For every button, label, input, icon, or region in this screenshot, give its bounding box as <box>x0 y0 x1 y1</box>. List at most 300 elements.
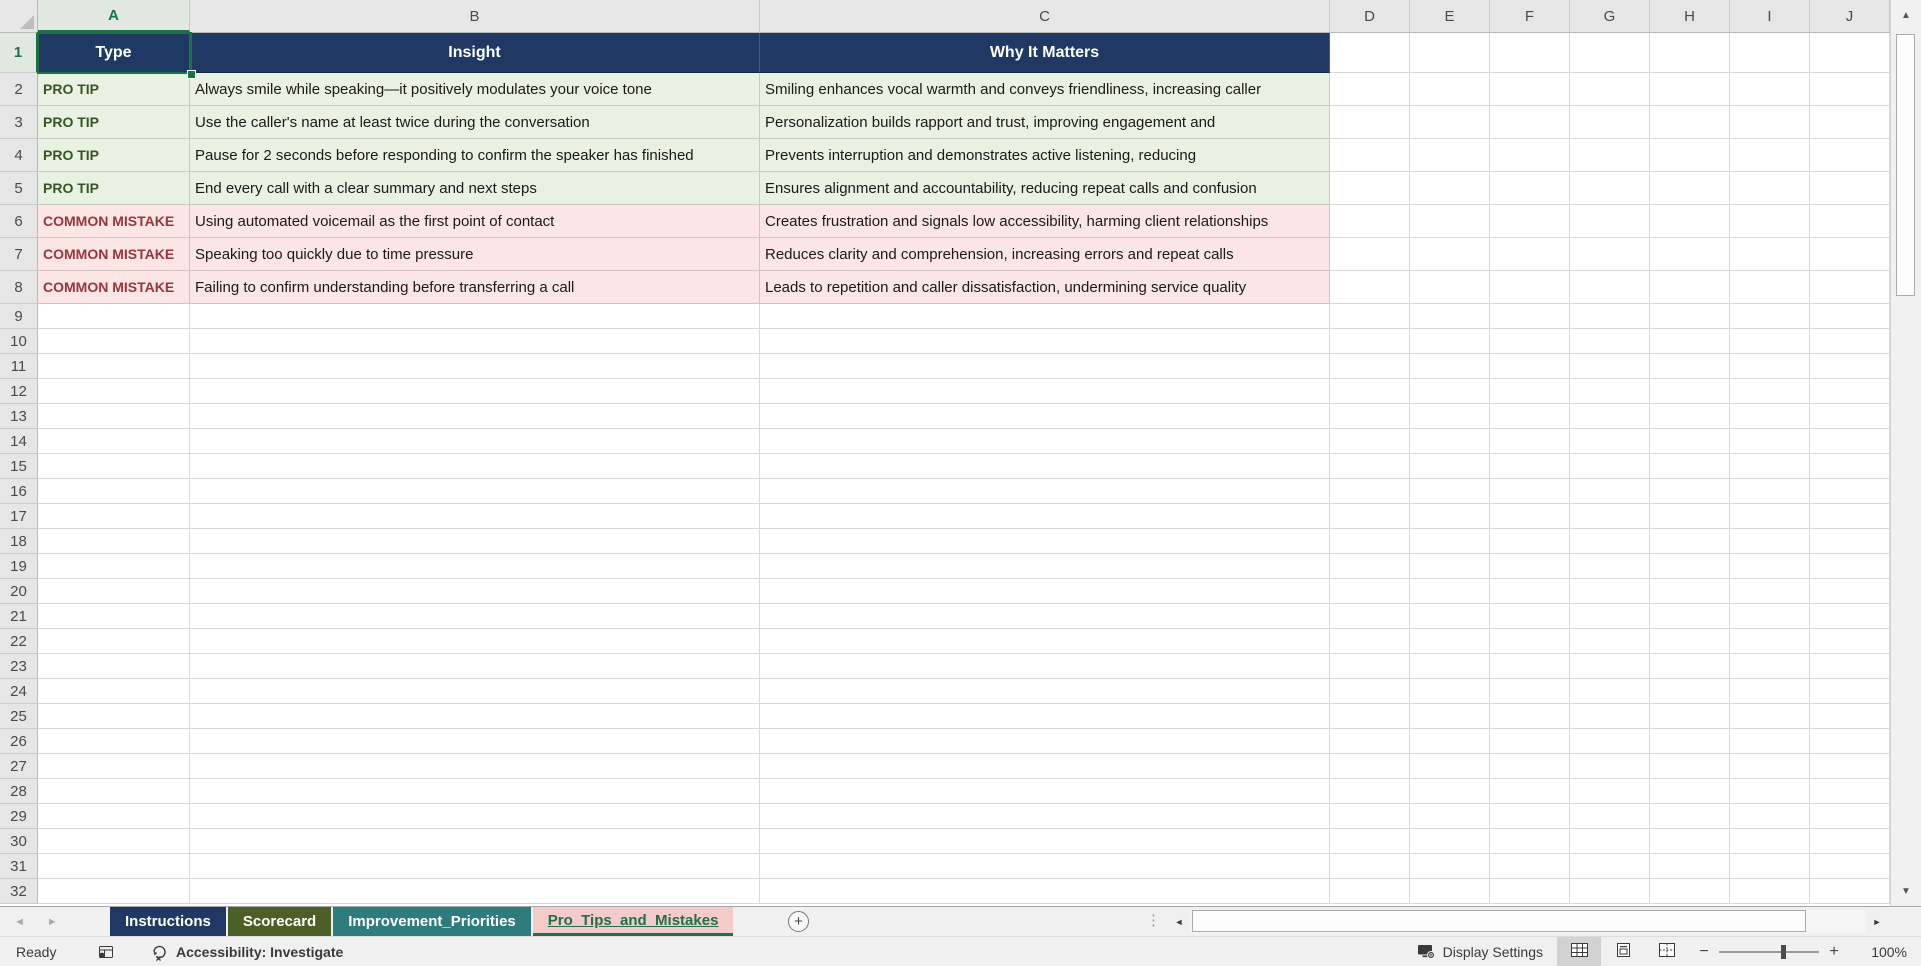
cell-empty[interactable] <box>38 879 190 904</box>
cell-empty[interactable] <box>1490 504 1570 529</box>
cell-empty[interactable] <box>38 579 190 604</box>
cell-empty[interactable] <box>1730 829 1810 854</box>
cell-empty[interactable] <box>760 629 1330 654</box>
cell-empty[interactable] <box>1410 404 1490 429</box>
vertical-scrollbar-thumb[interactable] <box>1896 34 1915 296</box>
cell-empty[interactable] <box>1730 804 1810 829</box>
cell-empty[interactable] <box>190 729 760 754</box>
cell-empty[interactable] <box>1730 205 1810 238</box>
cell-empty[interactable] <box>1810 205 1890 238</box>
cell-empty[interactable] <box>1810 629 1890 654</box>
tab-pro-tips-and-mistakes[interactable]: Pro_Tips_and_Mistakes <box>533 907 734 936</box>
new-sheet-button[interactable]: + <box>788 911 809 932</box>
cell-empty[interactable] <box>1650 654 1730 679</box>
cell-empty[interactable] <box>1810 829 1890 854</box>
cell-empty[interactable] <box>1650 504 1730 529</box>
cell-empty[interactable] <box>1410 829 1490 854</box>
cell-empty[interactable] <box>1410 379 1490 404</box>
cell-empty[interactable] <box>1730 754 1810 779</box>
cell-empty[interactable] <box>1650 804 1730 829</box>
cell-empty[interactable] <box>1330 429 1410 454</box>
row-header[interactable]: 14 <box>0 429 38 454</box>
cell-empty[interactable] <box>1810 454 1890 479</box>
horizontal-scrollbar-thumb[interactable] <box>1192 910 1806 932</box>
cell-empty[interactable] <box>1410 604 1490 629</box>
cell-why[interactable]: Leads to repetition and caller dissatisfaction, undermining service quality <box>760 271 1330 304</box>
cell-empty[interactable] <box>1570 172 1650 205</box>
cell-empty[interactable] <box>1810 73 1890 106</box>
cell-B1-insight-header[interactable]: Insight <box>190 33 760 73</box>
row-header[interactable]: 23 <box>0 654 38 679</box>
cell-C1-why-header[interactable]: Why It Matters <box>760 33 1330 73</box>
cell-empty[interactable] <box>1570 704 1650 729</box>
cell-empty[interactable] <box>1650 106 1730 139</box>
row-header[interactable]: 10 <box>0 329 38 354</box>
cell-empty[interactable] <box>1810 579 1890 604</box>
cell-empty[interactable] <box>38 604 190 629</box>
cell-insight[interactable]: Using automated voicemail as the first point of contact <box>190 205 760 238</box>
row-header[interactable]: 2 <box>0 73 38 106</box>
cell-empty[interactable] <box>1410 73 1490 106</box>
cell-empty[interactable] <box>1650 205 1730 238</box>
cell-empty[interactable] <box>1810 754 1890 779</box>
cell-empty[interactable] <box>1330 172 1410 205</box>
cell-empty[interactable] <box>1330 879 1410 904</box>
cell-empty[interactable] <box>1330 629 1410 654</box>
row-header[interactable]: 32 <box>0 879 38 904</box>
cell-empty[interactable] <box>38 629 190 654</box>
cell-empty[interactable] <box>1490 729 1570 754</box>
cell-empty[interactable] <box>1410 106 1490 139</box>
cell-empty[interactable] <box>1490 404 1570 429</box>
cell-empty[interactable] <box>1570 854 1650 879</box>
cell-empty[interactable] <box>1730 479 1810 504</box>
cell-empty[interactable] <box>1650 429 1730 454</box>
row-header[interactable]: 22 <box>0 629 38 654</box>
cell-empty[interactable] <box>760 604 1330 629</box>
cell-empty[interactable] <box>1570 629 1650 654</box>
horizontal-scrollbar[interactable] <box>1168 910 1888 933</box>
row-header[interactable]: 30 <box>0 829 38 854</box>
accessibility-checker-icon[interactable] <box>150 943 168 961</box>
cell-empty[interactable] <box>1410 679 1490 704</box>
cell-empty[interactable] <box>760 329 1330 354</box>
cell-empty[interactable] <box>760 804 1330 829</box>
column-header-H[interactable]: H <box>1650 0 1730 32</box>
cell-empty[interactable] <box>1410 354 1490 379</box>
cell-empty[interactable] <box>1330 329 1410 354</box>
cell-empty[interactable] <box>38 754 190 779</box>
cell-empty[interactable] <box>1570 33 1650 73</box>
cell-why[interactable]: Ensures alignment and accountability, reducing repeat calls and confusion <box>760 172 1330 205</box>
cell-empty[interactable] <box>1490 604 1570 629</box>
cell-empty[interactable] <box>1570 73 1650 106</box>
cell-empty[interactable] <box>1490 629 1570 654</box>
cell-empty[interactable] <box>1810 429 1890 454</box>
cell-empty[interactable] <box>38 304 190 329</box>
column-header-D[interactable]: D <box>1330 0 1410 32</box>
cell-empty[interactable] <box>760 704 1330 729</box>
cell-empty[interactable] <box>760 504 1330 529</box>
row-header[interactable]: 19 <box>0 554 38 579</box>
cell-empty[interactable] <box>1650 454 1730 479</box>
cell-empty[interactable] <box>1490 479 1570 504</box>
cell-empty[interactable] <box>1410 454 1490 479</box>
cell-empty[interactable] <box>1730 854 1810 879</box>
cell-empty[interactable] <box>190 504 760 529</box>
zoom-level-label[interactable]: 100% <box>1871 943 1907 960</box>
row-header[interactable]: 1 <box>0 33 38 73</box>
row-header[interactable]: 17 <box>0 504 38 529</box>
cell-empty[interactable] <box>1410 754 1490 779</box>
cell-empty[interactable] <box>190 529 760 554</box>
cell-empty[interactable] <box>1730 238 1810 271</box>
cell-empty[interactable] <box>38 504 190 529</box>
tab-nav-left-icon[interactable]: ◄ <box>14 915 25 928</box>
cell-empty[interactable] <box>1490 554 1570 579</box>
cell-empty[interactable] <box>760 304 1330 329</box>
column-header-F[interactable]: F <box>1490 0 1570 32</box>
cell-empty[interactable] <box>1730 629 1810 654</box>
cell-empty[interactable] <box>190 854 760 879</box>
zoom-in-button[interactable]: + <box>1829 942 1839 960</box>
page-layout-view-button[interactable] <box>1601 937 1645 966</box>
cell-empty[interactable] <box>1810 479 1890 504</box>
cell-empty[interactable] <box>1650 604 1730 629</box>
cell-empty[interactable] <box>190 829 760 854</box>
cell-empty[interactable] <box>1410 139 1490 172</box>
cell-empty[interactable] <box>1650 879 1730 904</box>
column-header-J[interactable]: J <box>1810 0 1890 32</box>
cell-empty[interactable] <box>1330 454 1410 479</box>
cell-empty[interactable] <box>1810 238 1890 271</box>
cell-empty[interactable] <box>190 604 760 629</box>
row-header[interactable]: 8 <box>0 271 38 304</box>
cell-empty[interactable] <box>1570 604 1650 629</box>
row-header[interactable]: 27 <box>0 754 38 779</box>
row-header[interactable]: 4 <box>0 139 38 172</box>
cell-empty[interactable] <box>1730 779 1810 804</box>
cell-empty[interactable] <box>38 529 190 554</box>
cell-empty[interactable] <box>1570 354 1650 379</box>
cell-empty[interactable] <box>1410 271 1490 304</box>
cell-empty[interactable] <box>1330 404 1410 429</box>
cell-empty[interactable] <box>1330 679 1410 704</box>
cell-empty[interactable] <box>1330 729 1410 754</box>
cell-empty[interactable] <box>38 854 190 879</box>
horizontal-scrollbar-track[interactable] <box>1190 910 1866 933</box>
cell-empty[interactable] <box>1810 604 1890 629</box>
row-header[interactable]: 18 <box>0 529 38 554</box>
cell-empty[interactable] <box>1730 579 1810 604</box>
cell-empty[interactable] <box>1730 704 1810 729</box>
cell-empty[interactable] <box>1330 829 1410 854</box>
cell-empty[interactable] <box>1330 754 1410 779</box>
cell-empty[interactable] <box>1730 879 1810 904</box>
cell-empty[interactable] <box>1730 504 1810 529</box>
cell-empty[interactable] <box>1410 329 1490 354</box>
row-header[interactable]: 6 <box>0 205 38 238</box>
row-header[interactable]: 15 <box>0 454 38 479</box>
cell-empty[interactable] <box>1330 205 1410 238</box>
cell-why[interactable]: Creates frustration and signals low accessibility, harming client relationships <box>760 205 1330 238</box>
cell-empty[interactable] <box>1650 139 1730 172</box>
cell-empty[interactable] <box>1810 379 1890 404</box>
cell-empty[interactable] <box>760 654 1330 679</box>
cell-empty[interactable] <box>1410 729 1490 754</box>
cell-empty[interactable] <box>760 779 1330 804</box>
cell-empty[interactable] <box>38 729 190 754</box>
cell-empty[interactable] <box>38 554 190 579</box>
cell-empty[interactable] <box>1650 754 1730 779</box>
cell-empty[interactable] <box>1570 454 1650 479</box>
column-header-B[interactable]: B <box>190 0 760 32</box>
cell-empty[interactable] <box>1730 404 1810 429</box>
cell-empty[interactable] <box>1490 33 1570 73</box>
cell-empty[interactable] <box>1730 329 1810 354</box>
cell-empty[interactable] <box>1570 579 1650 604</box>
cell-empty[interactable] <box>1410 629 1490 654</box>
scroll-up-icon[interactable]: ▲ <box>1895 3 1917 27</box>
cell-empty[interactable] <box>1410 704 1490 729</box>
tab-improvement-priorities[interactable]: Improvement_Priorities <box>333 907 531 936</box>
cell-empty[interactable] <box>1570 729 1650 754</box>
cell-empty[interactable] <box>190 704 760 729</box>
cell-empty[interactable] <box>1650 529 1730 554</box>
cell-empty[interactable] <box>1570 754 1650 779</box>
cell-empty[interactable] <box>1810 172 1890 205</box>
cell-empty[interactable] <box>1410 854 1490 879</box>
cell-empty[interactable] <box>1650 304 1730 329</box>
cell-empty[interactable] <box>38 404 190 429</box>
cell-empty[interactable] <box>1330 73 1410 106</box>
cell-empty[interactable] <box>1650 579 1730 604</box>
cell-empty[interactable] <box>1410 205 1490 238</box>
cell-empty[interactable] <box>1410 804 1490 829</box>
cell-empty[interactable] <box>1490 139 1570 172</box>
row-header[interactable]: 29 <box>0 804 38 829</box>
cell-empty[interactable] <box>1490 238 1570 271</box>
cell-empty[interactable] <box>1410 654 1490 679</box>
row-header[interactable]: 24 <box>0 679 38 704</box>
cell-empty[interactable] <box>760 829 1330 854</box>
cell-empty[interactable] <box>1490 429 1570 454</box>
cell-empty[interactable] <box>1410 304 1490 329</box>
cell-insight[interactable]: Speaking too quickly due to time pressure <box>190 238 760 271</box>
macro-record-icon[interactable] <box>98 944 114 960</box>
cell-empty[interactable] <box>1490 271 1570 304</box>
cell-empty[interactable] <box>1410 779 1490 804</box>
cell-empty[interactable] <box>1330 579 1410 604</box>
cell-empty[interactable] <box>1490 879 1570 904</box>
cell-empty[interactable] <box>1570 271 1650 304</box>
cell-empty[interactable] <box>1730 529 1810 554</box>
cell-empty[interactable] <box>1570 205 1650 238</box>
row-header[interactable]: 31 <box>0 854 38 879</box>
cell-empty[interactable] <box>1810 504 1890 529</box>
cell-empty[interactable] <box>190 554 760 579</box>
cell-empty[interactable] <box>190 879 760 904</box>
cell-empty[interactable] <box>1730 379 1810 404</box>
cell-insight[interactable]: End every call with a clear summary and next steps <box>190 172 760 205</box>
cell-empty[interactable] <box>760 754 1330 779</box>
cell-empty[interactable] <box>1570 429 1650 454</box>
cell-empty[interactable] <box>1410 172 1490 205</box>
cell-empty[interactable] <box>1650 679 1730 704</box>
row-header[interactable]: 28 <box>0 779 38 804</box>
cell-empty[interactable] <box>38 804 190 829</box>
accessibility-status-label[interactable]: Accessibility: Investigate <box>176 943 344 960</box>
cell-empty[interactable] <box>1490 379 1570 404</box>
cell-type[interactable]: COMMON MISTAKE <box>38 238 190 271</box>
cell-empty[interactable] <box>760 479 1330 504</box>
row-header[interactable]: 5 <box>0 172 38 205</box>
cell-empty[interactable] <box>1570 329 1650 354</box>
cell-empty[interactable] <box>1330 106 1410 139</box>
cell-empty[interactable] <box>1490 354 1570 379</box>
cell-empty[interactable] <box>1490 854 1570 879</box>
cell-empty[interactable] <box>1490 654 1570 679</box>
column-header-I[interactable]: I <box>1730 0 1810 32</box>
cell-empty[interactable] <box>1730 73 1810 106</box>
cell-empty[interactable] <box>1330 779 1410 804</box>
cell-empty[interactable] <box>190 804 760 829</box>
cell-empty[interactable] <box>38 704 190 729</box>
cell-empty[interactable] <box>1410 479 1490 504</box>
cell-empty[interactable] <box>1570 139 1650 172</box>
cell-empty[interactable] <box>1570 404 1650 429</box>
cell-empty[interactable] <box>1570 829 1650 854</box>
cell-empty[interactable] <box>1410 429 1490 454</box>
cell-empty[interactable] <box>1730 679 1810 704</box>
normal-view-button[interactable] <box>1557 937 1601 966</box>
cell-empty[interactable] <box>1650 379 1730 404</box>
cell-empty[interactable] <box>1490 329 1570 354</box>
cell-empty[interactable] <box>1330 238 1410 271</box>
cell-empty[interactable] <box>760 854 1330 879</box>
cell-empty[interactable] <box>1730 354 1810 379</box>
cell-why[interactable]: Personalization builds rapport and trust, improving engagement and <box>760 106 1330 139</box>
zoom-slider[interactable] <box>1719 940 1819 963</box>
cell-empty[interactable] <box>760 554 1330 579</box>
cell-empty[interactable] <box>38 329 190 354</box>
column-header-E[interactable]: E <box>1410 0 1490 32</box>
cell-empty[interactable] <box>1810 354 1890 379</box>
cell-empty[interactable] <box>1490 829 1570 854</box>
tab-instructions[interactable]: Instructions <box>110 907 226 936</box>
row-header[interactable]: 26 <box>0 729 38 754</box>
row-header[interactable]: 12 <box>0 379 38 404</box>
cell-type[interactable]: COMMON MISTAKE <box>38 205 190 238</box>
cell-empty[interactable] <box>1650 729 1730 754</box>
cell-empty[interactable] <box>190 429 760 454</box>
cell-empty[interactable] <box>1490 579 1570 604</box>
cell-empty[interactable] <box>1650 354 1730 379</box>
cell-empty[interactable] <box>1810 529 1890 554</box>
cell-empty[interactable] <box>760 729 1330 754</box>
row-header[interactable]: 16 <box>0 479 38 504</box>
cell-empty[interactable] <box>38 354 190 379</box>
cell-empty[interactable] <box>1650 779 1730 804</box>
cell-empty[interactable] <box>190 304 760 329</box>
cell-empty[interactable] <box>1570 779 1650 804</box>
cell-empty[interactable] <box>1570 554 1650 579</box>
scroll-down-icon[interactable]: ▼ <box>1895 879 1917 903</box>
cell-A1-type-header[interactable]: Type <box>38 33 190 73</box>
cell-empty[interactable] <box>1330 479 1410 504</box>
select-all-corner[interactable] <box>0 0 38 32</box>
cell-empty[interactable] <box>190 479 760 504</box>
zoom-slider-handle[interactable] <box>1781 945 1786 959</box>
cell-type[interactable]: PRO TIP <box>38 106 190 139</box>
cell-empty[interactable] <box>1730 139 1810 172</box>
cell-empty[interactable] <box>1650 33 1730 73</box>
zoom-slider-track[interactable] <box>1719 951 1819 953</box>
cell-empty[interactable] <box>1810 554 1890 579</box>
cell-type[interactable]: COMMON MISTAKE <box>38 271 190 304</box>
cell-empty[interactable] <box>1330 554 1410 579</box>
row-header[interactable]: 21 <box>0 604 38 629</box>
zoom-out-button[interactable]: − <box>1699 942 1709 960</box>
row-header[interactable]: 11 <box>0 354 38 379</box>
cell-empty[interactable] <box>1490 679 1570 704</box>
vertical-scrollbar[interactable] <box>1890 0 1921 906</box>
cell-empty[interactable] <box>1650 704 1730 729</box>
cell-empty[interactable] <box>1730 172 1810 205</box>
cell-empty[interactable] <box>38 379 190 404</box>
cell-empty[interactable] <box>190 679 760 704</box>
cell-empty[interactable] <box>1490 454 1570 479</box>
cell-empty[interactable] <box>190 629 760 654</box>
cell-empty[interactable] <box>1810 139 1890 172</box>
cell-empty[interactable] <box>38 829 190 854</box>
cell-empty[interactable] <box>1810 879 1890 904</box>
cell-empty[interactable] <box>38 429 190 454</box>
cell-empty[interactable] <box>1730 554 1810 579</box>
cell-empty[interactable] <box>1810 779 1890 804</box>
cell-empty[interactable] <box>1570 238 1650 271</box>
cell-empty[interactable] <box>190 579 760 604</box>
cell-empty[interactable] <box>760 879 1330 904</box>
cell-empty[interactable] <box>1490 106 1570 139</box>
cell-empty[interactable] <box>38 454 190 479</box>
scroll-left-icon[interactable]: ◄ <box>1174 916 1184 927</box>
cell-empty[interactable] <box>1330 271 1410 304</box>
cell-empty[interactable] <box>1730 429 1810 454</box>
row-header[interactable]: 20 <box>0 579 38 604</box>
cell-empty[interactable] <box>1570 304 1650 329</box>
cell-why[interactable]: Prevents interruption and demonstrates active listening, reducing <box>760 139 1330 172</box>
cell-empty[interactable] <box>1810 729 1890 754</box>
cell-empty[interactable] <box>1410 579 1490 604</box>
cell-empty[interactable] <box>190 454 760 479</box>
cell-empty[interactable] <box>1410 238 1490 271</box>
cell-empty[interactable] <box>190 754 760 779</box>
cell-empty[interactable] <box>1330 139 1410 172</box>
cell-empty[interactable] <box>1730 106 1810 139</box>
cell-empty[interactable] <box>1410 504 1490 529</box>
cell-empty[interactable] <box>190 779 760 804</box>
cell-empty[interactable] <box>1650 854 1730 879</box>
cell-empty[interactable] <box>1410 529 1490 554</box>
cell-empty[interactable] <box>1410 554 1490 579</box>
cell-empty[interactable] <box>760 354 1330 379</box>
cell-empty[interactable] <box>1810 304 1890 329</box>
cell-empty[interactable] <box>1810 854 1890 879</box>
cell-empty[interactable] <box>1330 33 1410 73</box>
cell-empty[interactable] <box>1490 205 1570 238</box>
cell-why[interactable]: Reduces clarity and comprehension, increasing errors and repeat calls <box>760 238 1330 271</box>
